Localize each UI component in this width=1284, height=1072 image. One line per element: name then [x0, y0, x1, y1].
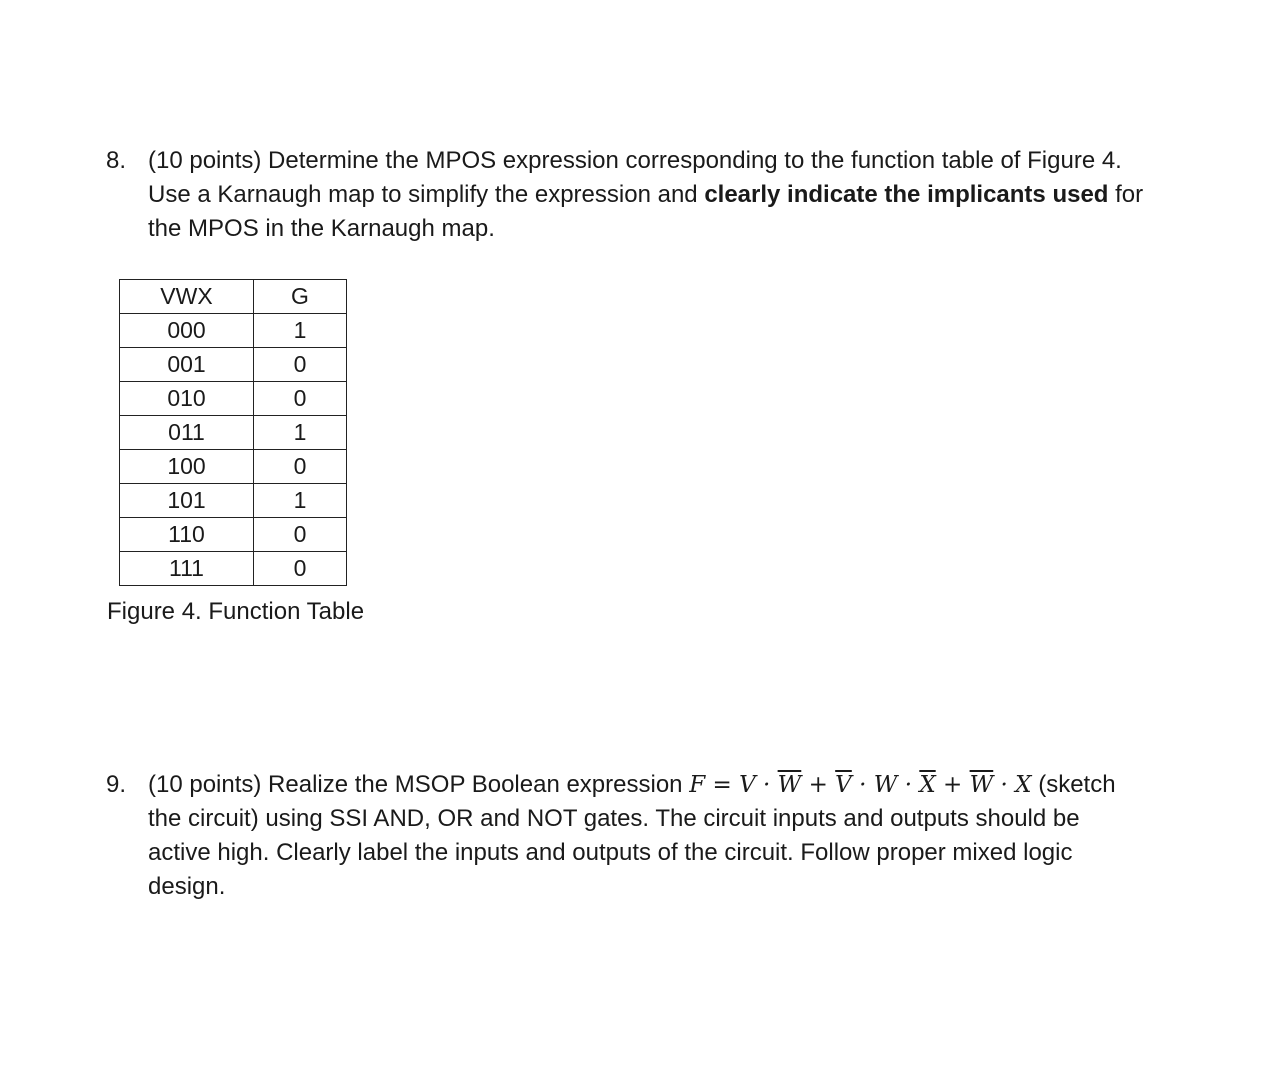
table-cell-g: 0 [254, 382, 347, 416]
table-cell-g: 0 [254, 552, 347, 586]
question-8-line-2-pre: Use a Karnaugh map to simplify the expression and [148, 181, 705, 208]
table-cell-g: 1 [254, 314, 347, 348]
table-cell-vwx: 101 [120, 484, 254, 518]
expr-lhs: F [689, 772, 706, 798]
table-cell-vwx: 001 [120, 348, 254, 382]
question-8-line-3: the MPOS in the Karnaugh map. [148, 215, 495, 242]
function-table [119, 279, 347, 586]
expr-term3-w-bar: $\overline{W}$ [969, 772, 994, 798]
expr-dot: · [859, 772, 867, 798]
expr-equals: = [712, 772, 732, 798]
expr-term1-v: V [739, 772, 756, 798]
table-cell-g: 0 [254, 518, 347, 552]
table-cell-vwx: 000 [120, 314, 254, 348]
function-table-header-g: G [254, 280, 347, 314]
boolean-expression [689, 772, 1031, 798]
expr-term1-w-bar: $\overline{W}$ [777, 772, 802, 798]
table-cell-vwx: 110 [120, 518, 254, 552]
table-cell-vwx: 111 [120, 552, 254, 586]
question-9-line-2: the circuit) using SSI AND, OR and NOT gates. The circuit inputs and outputs should be [148, 805, 1080, 832]
question-9-line-1 [148, 768, 1226, 802]
expr-term3-x: X [1015, 772, 1032, 798]
expr-dot: · [904, 772, 912, 798]
table-row [120, 348, 347, 382]
question-9-line-3: active high. Clearly label the inputs and outputs of the circuit. Follow proper mixed logic [148, 839, 1073, 866]
table-row [120, 552, 347, 586]
table-cell-g: 1 [254, 484, 347, 518]
expr-plus: + [943, 772, 963, 798]
question-8-text [148, 144, 1226, 246]
table-row [120, 518, 347, 552]
table-cell-vwx: 011 [120, 416, 254, 450]
table-cell-vwx: 100 [120, 450, 254, 484]
table-row [120, 450, 347, 484]
question-8-line-1: (10 points) Determine the MPOS expression corresponding to the function table of Figure 4. [148, 147, 1122, 174]
question-8-emphasis: clearly indicate the implicants used [704, 181, 1109, 208]
expr-term2-x-bar: $\overline{X}$ [919, 772, 936, 798]
question-8-number: 8. [106, 147, 127, 174]
table-cell-vwx: 010 [120, 382, 254, 416]
table-row [120, 314, 347, 348]
expr-dot: · [763, 772, 771, 798]
function-table-header-row [120, 280, 347, 314]
question-8-line-2 [148, 178, 1226, 212]
table-cell-g: 0 [254, 450, 347, 484]
figure-caption: Figure 4. Function Table [107, 598, 365, 625]
table-row [120, 416, 347, 450]
function-table-header-vwx: VWX [120, 280, 254, 314]
question-8 [106, 144, 1226, 246]
question-9 [106, 768, 1226, 904]
question-8-line-2-post: for [1108, 181, 1144, 208]
question-9-line-1-post: (sketch [1031, 771, 1116, 798]
expr-term2-w: W [873, 772, 898, 798]
question-9-number: 9. [106, 771, 127, 798]
expr-term2-v-bar: $\overline{V}$ [835, 772, 852, 798]
question-9-line-4: design. [148, 873, 226, 900]
table-row [120, 484, 347, 518]
table-cell-g: 1 [254, 416, 347, 450]
question-9-text [148, 768, 1226, 904]
expr-plus: + [808, 772, 828, 798]
table-cell-g: 0 [254, 348, 347, 382]
table-row [120, 382, 347, 416]
expr-dot: · [1000, 772, 1008, 798]
question-9-line-1-pre: (10 points) Realize the MSOP Boolean expression [148, 771, 690, 798]
